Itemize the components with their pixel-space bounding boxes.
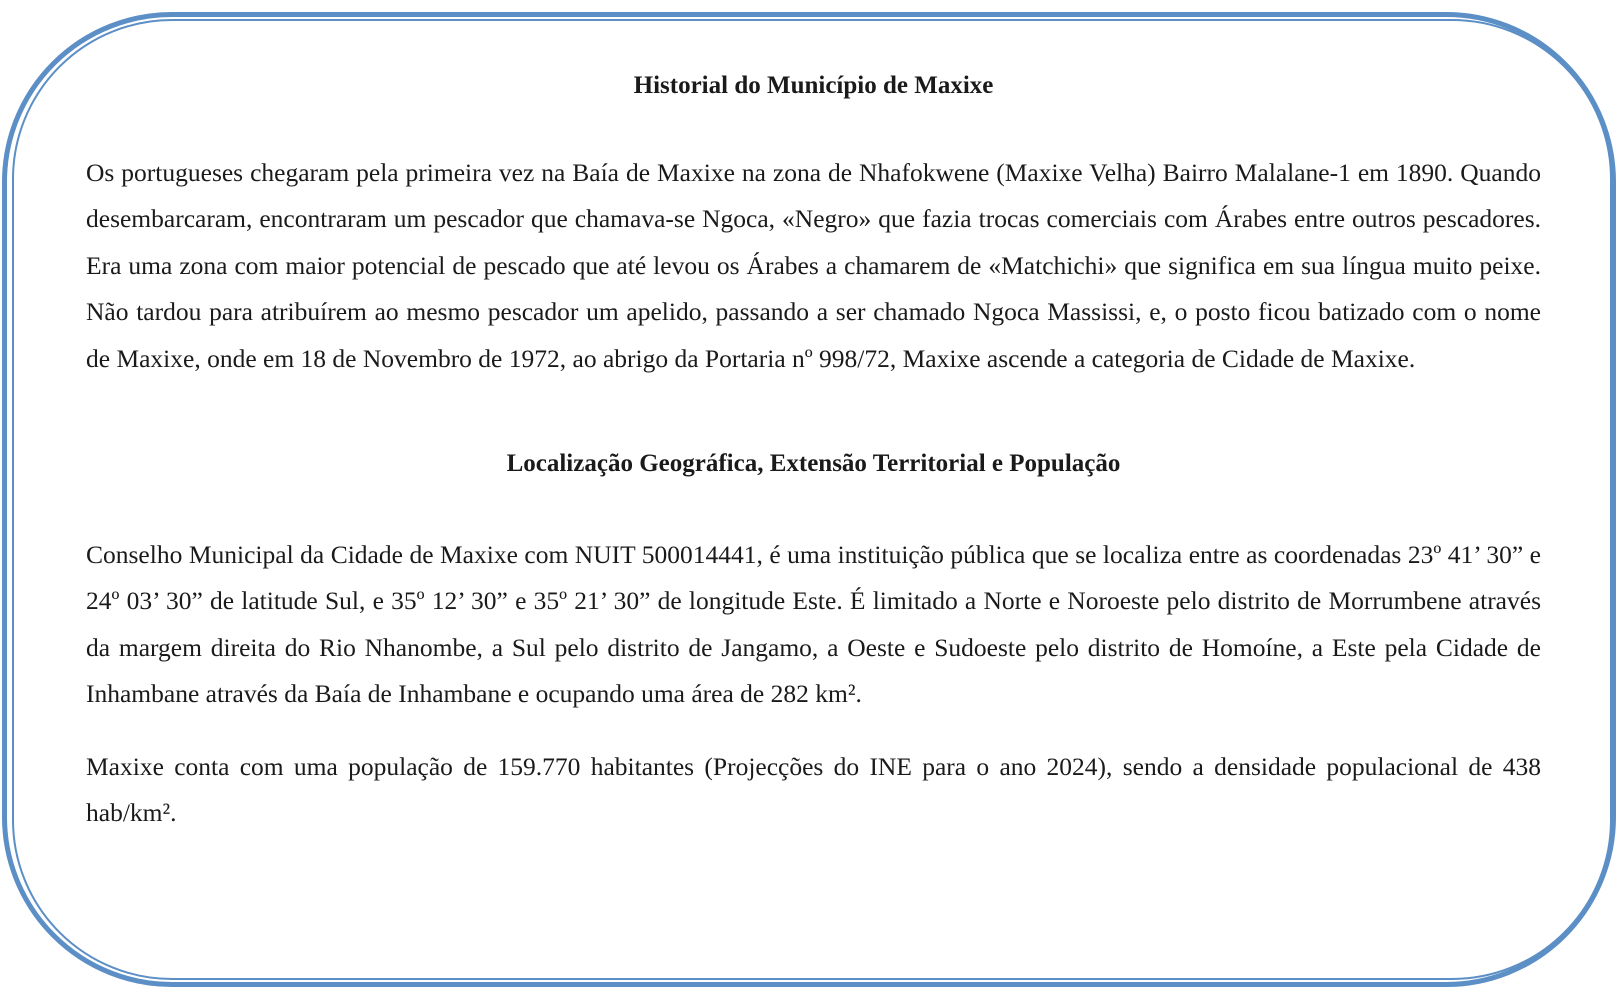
geography-paragraph-population: Maxixe conta com uma população de 159.770 habitantes (Projecções do INE para o ano 2024), sendo a densidade populacional de 438 hab/km². — [86, 751, 1541, 828]
geography-paragraph-location: Conselho Municipal da Cidade de Maxixe com NUIT 500014441, é uma instituição pública que se localiza entre as coordenadas 23º 41’ 30” e 24º 03’ 30” de latitude Sul, e 35º 12’ 30” e 35º 21’ 30” de longitude Este. É limitado a Norte e Noroeste pelo distrito de Morrumbene através da margem direita do Rio Nhanombe, a Sul pelo distrito de Jangamo, a Oeste e Sudoeste pelo distrito de Homoíne, a Este pela Cidade de Inhambane através da Baía de Inhambane e ocupando uma área de 282 km². — [86, 540, 1541, 709]
geography-title: Localização Geográfica, Extensão Territorial e População — [506, 450, 1121, 478]
document-body — [86, 66, 1541, 836]
history-paragraph: Os portugueses chegaram pela primeira vez na Baía de Maxixe na zona de Nhafokwene (Maxixe Velha) Bairro Malalane-1 em 1890. Quando desembarcaram, encontraram um pescador que chamava-se Ngoca, «Negro» que fazia trocas comerciais com Árabes entre outros pescadores. Era uma zona com maior potencial de pescado que até levou os Árabes a chamarem de «Matchichi» que significa em sua língua muito peixe. Não tardou para atribuírem ao mesmo pescador um apelido, passando a ser chamado Ngoca Massissi, e, o posto ficou batizado com o nome de Maxixe, onde em 18 de Novembro de 1972, ao abrigo da Portaria nº 998/72, Maxixe ascende a categoria de Cidade de Maxixe. — [86, 158, 1541, 373]
history-title: Historial do Município de Maxixe — [633, 72, 994, 99]
